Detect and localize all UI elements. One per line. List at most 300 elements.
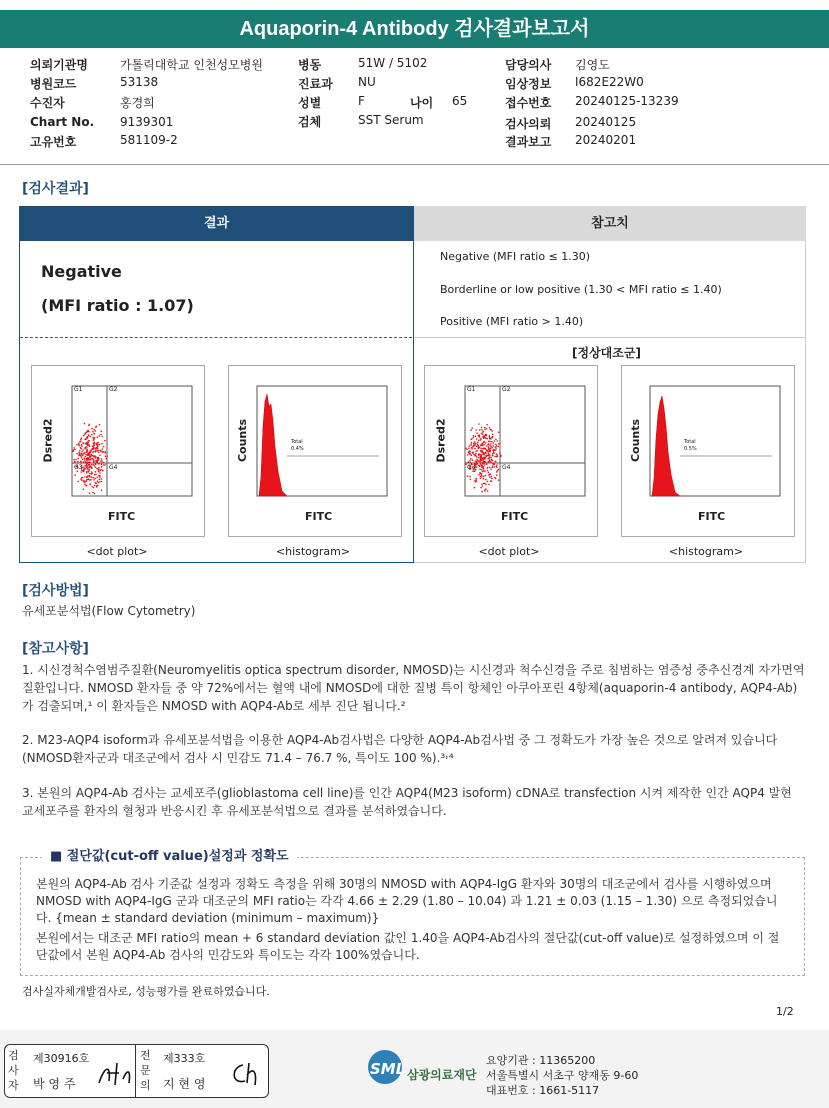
- control-dot-cloud: [465, 423, 502, 492]
- scatter-dot: [493, 452, 495, 454]
- scatter-dot: [492, 430, 494, 432]
- scatter-dot: [483, 468, 485, 470]
- scatter-dot: [494, 456, 496, 458]
- scatter-dot: [76, 453, 78, 455]
- clinical-label: 임상정보: [505, 77, 552, 91]
- scatter-dot: [101, 458, 103, 460]
- scatter-dot: [84, 423, 86, 425]
- scatter-dot: [83, 466, 85, 468]
- scatter-dot: [99, 472, 101, 474]
- scatter-dot: [93, 442, 95, 444]
- uid-label: 고유번호: [30, 135, 77, 149]
- result-divider: [20, 337, 412, 338]
- patient-value: 홍경희: [120, 96, 155, 110]
- phone-line: 대표번호 : 1661-5117: [486, 1084, 600, 1097]
- scatter-dot: [486, 464, 488, 466]
- scatter-dot: [486, 424, 488, 426]
- scatter-dot: [92, 445, 94, 447]
- scatter-dot: [93, 487, 95, 489]
- dept-label: 진료과: [298, 77, 333, 91]
- scatter-dot: [84, 433, 86, 435]
- scatter-dot: [81, 446, 83, 448]
- control-histogram-xlabel: FITC: [698, 510, 726, 523]
- scatter-dot: [490, 461, 492, 463]
- scatter-dot: [92, 492, 94, 494]
- scatter-dot: [466, 449, 468, 451]
- scatter-dot: [492, 455, 494, 457]
- scatter-dot: [87, 476, 89, 478]
- scatter-dot: [467, 462, 469, 464]
- scatter-dot: [495, 461, 497, 463]
- scatter-dot: [476, 463, 478, 465]
- scatter-dot: [84, 476, 86, 478]
- scatter-dot: [488, 462, 490, 464]
- scatter-dot: [90, 450, 92, 452]
- specialist-number: 제333호: [163, 1052, 206, 1065]
- scatter-dot: [85, 456, 87, 458]
- scatter-dot: [469, 476, 471, 478]
- dot-plot-xlabel: FITC: [108, 510, 136, 523]
- scatter-dot: [473, 445, 475, 447]
- scatter-dot: [486, 428, 488, 430]
- scatter-dot: [496, 471, 498, 473]
- control-dot-plot-xlabel: FITC: [501, 510, 529, 523]
- control-dot-plot-axes: [465, 386, 585, 496]
- scatter-dot: [489, 460, 491, 462]
- scatter-dot: [85, 452, 87, 454]
- scatter-dot: [96, 426, 98, 428]
- scatter-dot: [483, 478, 485, 480]
- scatter-dot: [485, 475, 487, 477]
- scatter-dot: [485, 442, 487, 444]
- scatter-dot: [478, 457, 480, 459]
- scatter-dot: [475, 453, 477, 455]
- scatter-dot: [474, 487, 476, 489]
- scatter-dot: [478, 435, 480, 437]
- scatter-dot: [467, 475, 469, 477]
- footer: [0, 1030, 829, 1108]
- scatter-dot: [103, 462, 105, 464]
- scatter-dot: [86, 436, 88, 438]
- scatter-dot: [484, 457, 486, 459]
- scatter-dot: [498, 479, 500, 481]
- scatter-dot: [490, 473, 492, 475]
- scatter-dot: [94, 485, 96, 487]
- scatter-dot: [481, 475, 483, 477]
- hospcode-label: 병원코드: [30, 77, 77, 91]
- clinical-value: I682E22W0: [575, 75, 644, 89]
- scatter-dot: [81, 444, 83, 446]
- scatter-dot: [84, 458, 86, 460]
- scatter-dot: [472, 437, 474, 439]
- scatter-dot: [483, 462, 485, 464]
- scatter-dot: [488, 446, 490, 448]
- scatter-dot: [99, 478, 101, 480]
- scatter-dot: [498, 443, 500, 445]
- scatter-dot: [471, 447, 473, 449]
- dot-plot-g4: G4: [109, 464, 118, 471]
- tester-label: 검사자: [8, 1049, 19, 1092]
- scatter-dot: [492, 466, 494, 468]
- scatter-dot: [491, 476, 493, 478]
- scatter-dot: [105, 452, 107, 454]
- scatter-dot: [93, 479, 95, 481]
- scatter-dot: [106, 455, 108, 457]
- scatter-dot: [100, 469, 102, 471]
- scatter-dot: [473, 443, 475, 445]
- scatter-dot: [86, 446, 88, 448]
- sex-label: 성별: [298, 96, 322, 110]
- scatter-dot: [106, 458, 108, 460]
- scatter-dot: [86, 459, 88, 461]
- scatter-dot: [480, 464, 482, 466]
- scatter-dot: [93, 433, 95, 435]
- scatter-dot: [89, 424, 91, 426]
- receipt-value: 20240125-13239: [575, 94, 679, 108]
- scatter-dot: [490, 429, 492, 431]
- scatter-dot: [465, 447, 467, 449]
- scatter-dot: [498, 446, 500, 448]
- scatter-dot: [488, 484, 490, 486]
- scatter-dot: [489, 448, 491, 450]
- histogram-caption: <histogram>: [275, 545, 351, 558]
- scatter-dot: [484, 471, 486, 473]
- validation-note: 검사실자체개발검사로, 성능평가를 완료하였습니다.: [22, 985, 270, 998]
- scatter-dot: [470, 458, 472, 460]
- scatter-dot: [91, 434, 93, 436]
- scatter-dot: [91, 486, 93, 488]
- scatter-dot: [73, 459, 75, 461]
- patient-label: 수진자: [30, 96, 65, 110]
- scatter-dot: [101, 463, 103, 465]
- chart-value: 9139301: [120, 115, 174, 129]
- scatter-dot: [89, 475, 91, 477]
- histogram-total-pct: 0.4%: [291, 446, 304, 452]
- result-header: [19, 206, 414, 241]
- scatter-dot: [485, 484, 487, 486]
- scatter-dot: [471, 442, 473, 444]
- scatter-dot: [497, 455, 499, 457]
- scatter-dot: [489, 445, 491, 447]
- scatter-dot: [482, 445, 484, 447]
- scatter-dot: [491, 478, 493, 480]
- scatter-dot: [480, 448, 482, 450]
- reference-negative: Negative (MFI ratio ≤ 1.30): [440, 250, 591, 263]
- scatter-dot: [475, 443, 477, 445]
- scatter-dot: [77, 481, 79, 483]
- scatter-dot: [85, 485, 87, 487]
- scatter-dot: [476, 459, 478, 461]
- scatter-dot: [490, 457, 492, 459]
- scatter-dot: [87, 451, 89, 453]
- scatter-dot: [495, 449, 497, 451]
- scatter-dot: [478, 455, 480, 457]
- scatter-dot: [488, 455, 490, 457]
- scatter-dot: [489, 427, 491, 429]
- scatter-dot: [74, 474, 76, 476]
- scatter-dot: [479, 429, 481, 431]
- scatter-dot: [89, 492, 91, 494]
- scatter-dot: [496, 474, 498, 476]
- scatter-dot: [484, 427, 486, 429]
- scatter-dot: [496, 445, 498, 447]
- scatter-dot: [79, 445, 81, 447]
- scatter-dot: [480, 454, 482, 456]
- scatter-dot: [474, 441, 476, 443]
- scatter-dot: [471, 454, 473, 456]
- scatter-dot: [483, 442, 485, 444]
- scatter-dot: [79, 450, 81, 452]
- control-dot-plot-g1: G1: [467, 386, 476, 393]
- dept-value: NU: [358, 75, 376, 89]
- scatter-dot: [492, 453, 494, 455]
- scatter-dot: [98, 459, 100, 461]
- scatter-dot: [492, 442, 494, 444]
- control-dot-plot-ylabel: Dsred2: [434, 418, 448, 463]
- scatter-dot: [487, 450, 489, 452]
- scatter-dot: [103, 451, 105, 453]
- scatter-dot: [102, 470, 104, 472]
- scatter-dot: [481, 465, 483, 467]
- scatter-dot: [482, 485, 484, 487]
- receipt-label: 접수번호: [505, 96, 552, 110]
- scatter-dot: [78, 442, 80, 444]
- scatter-dot: [94, 474, 96, 476]
- patient-histogram: [228, 365, 402, 537]
- scatter-dot: [86, 448, 88, 450]
- scatter-dot: [89, 464, 91, 466]
- note-2: 2. M23-AQP4 isoform과 유세포분석법을 이용한 AQP4-Ab검사법은 다양한 AQP4-Ab검사법 중 그 정확도가 가장 높은 것으로 알려져 있습니다(NMOSD환자군과 대조군에서 검사 시 민감도 71.4 – 76.7 %, 특이도 100 %).³˒⁴: [22, 733, 778, 765]
- scatter-dot: [96, 477, 98, 479]
- scatter-dot: [84, 484, 86, 486]
- scatter-dot: [91, 428, 93, 430]
- scatter-dot: [92, 431, 94, 433]
- scatter-dot: [481, 469, 483, 471]
- scatter-dot: [478, 474, 480, 476]
- scatter-dot: [494, 440, 496, 442]
- chart-label: Chart No.: [30, 115, 95, 129]
- results-heading: [검사결과]: [22, 181, 89, 197]
- control-dot-plot: [424, 365, 598, 537]
- scatter-dot: [483, 435, 485, 437]
- scatter-dot: [104, 464, 106, 466]
- header-info: [0, 56, 829, 156]
- scatter-dot: [74, 461, 76, 463]
- scatter-dot: [86, 458, 88, 460]
- scatter-dot: [488, 474, 490, 476]
- control-dot-plot-g4: G4: [502, 464, 511, 471]
- scatter-dot: [492, 434, 494, 436]
- scatter-dot: [98, 470, 100, 472]
- scatter-dot: [469, 451, 471, 453]
- scatter-dot: [492, 449, 494, 451]
- scatter-dot: [81, 438, 83, 440]
- scatter-dot: [96, 444, 98, 446]
- scatter-dot: [474, 448, 476, 450]
- scatter-dot: [89, 483, 91, 485]
- scatter-dot: [83, 461, 85, 463]
- scatter-dot: [95, 430, 97, 432]
- scatter-dot: [488, 441, 490, 443]
- scatter-dot: [480, 438, 482, 440]
- cutoff-title: ■ 절단값(cut-off value)설정과 정확도: [42, 845, 297, 864]
- scatter-dot: [467, 454, 469, 456]
- scatter-dot: [470, 429, 472, 431]
- doctor-value: 김영도: [575, 58, 610, 72]
- header-divider: [0, 164, 829, 165]
- scatter-dot: [471, 427, 473, 429]
- scatter-dot: [101, 478, 103, 480]
- scatter-dot: [500, 455, 502, 457]
- org-value: 가톨릭대학교 인천성모병원: [120, 58, 263, 72]
- scatter-dot: [80, 448, 82, 450]
- scatter-dot: [468, 452, 470, 454]
- scatter-dot: [92, 477, 94, 479]
- scatter-dot: [475, 429, 477, 431]
- address-line: 서울특별시 서초구 양재동 9-60: [486, 1069, 639, 1082]
- scatter-dot: [485, 479, 487, 481]
- scatter-dot: [87, 445, 89, 447]
- histogram-total-label: Total: [291, 439, 303, 445]
- scatter-dot: [101, 466, 103, 468]
- result-value-line1: Negative: [41, 262, 122, 281]
- scatter-dot: [475, 435, 477, 437]
- scatter-dot: [485, 451, 487, 453]
- scatter-dot: [77, 458, 79, 460]
- notes-heading: [참고사항]: [22, 641, 89, 657]
- scatter-dot: [478, 448, 480, 450]
- scatter-dot: [87, 454, 89, 456]
- control-label: [정상대조군]: [572, 346, 641, 360]
- method-heading: [검사방법]: [22, 583, 89, 599]
- scatter-dot: [484, 464, 486, 466]
- scatter-dot: [95, 457, 97, 459]
- scatter-dot: [480, 478, 482, 480]
- reference-positive: Positive (MFI ratio > 1.40): [440, 315, 584, 328]
- control-histogram-total-label: Total: [684, 439, 696, 445]
- scatter-dot: [481, 429, 483, 431]
- scatter-dot: [80, 461, 82, 463]
- scatter-dot: [77, 461, 79, 463]
- scatter-dot: [84, 468, 86, 470]
- scatter-dot: [82, 459, 84, 461]
- scatter-dot: [83, 435, 85, 437]
- scatter-dot: [475, 478, 477, 480]
- control-dot-plot-g2: G2: [502, 386, 511, 393]
- scatter-dot: [488, 451, 490, 453]
- scatter-dot: [88, 478, 90, 480]
- ward-label: 병동: [298, 58, 322, 72]
- dot-plot-g2: G2: [109, 386, 118, 393]
- scatter-dot: [485, 437, 487, 439]
- histogram-xlabel: FITC: [305, 510, 333, 523]
- cutoff-text-2: 본원에서는 대조군 MFI ratio의 mean + 6 standard deviation 값인 1.40을 AQP4-Ab검사의 절단값(cut-off value)로 설정하였으며 이 절단값에서 본원 AQP4-Ab 검사의 민감도와 특이도는 각각 100%였습니다.: [36, 931, 780, 962]
- scatter-dot: [83, 443, 85, 445]
- scatter-dot: [105, 455, 107, 457]
- scatter-dot: [99, 424, 101, 426]
- control-histogram-total-pct: 0.5%: [684, 446, 697, 452]
- scatter-dot: [96, 486, 98, 488]
- scatter-dot: [89, 456, 91, 458]
- scatter-dot: [86, 432, 88, 434]
- scatter-dot: [474, 455, 476, 457]
- scatter-dot: [95, 471, 97, 473]
- scatter-dot: [81, 451, 83, 453]
- scatter-dot: [81, 471, 83, 473]
- scatter-dot: [80, 455, 82, 457]
- scatter-dot: [99, 435, 101, 437]
- logo-text: SML: [370, 1060, 406, 1078]
- scatter-dot: [95, 450, 97, 452]
- tester-name: 박 영 주: [33, 1077, 76, 1091]
- cutoff-text-1: 본원의 AQP4-Ab 검사 기준값 설정과 정확도 측정을 위해 30명의 NMOSD with AQP4-IgG 환자와 30명의 대조군에서 검사를 시행하였으며 NMOSD with AQP4-IgG 군과 대조군의 MFI ratio는 각각 4.66 ± 2.29 (1.80 – 10.04) 과 1.21 ± 0.03 (1.15 – 1.30) 으로 측정되었습니다. {mean ± standard deviation (minimum – maximum)}: [36, 877, 778, 925]
- scatter-dot: [469, 445, 471, 447]
- scatter-dot: [85, 465, 87, 467]
- scatter-dot: [98, 450, 100, 452]
- scatter-dot: [499, 452, 501, 454]
- scatter-dot: [470, 444, 472, 446]
- scatter-dot: [97, 436, 99, 438]
- reference-header-label: 참고치: [591, 216, 629, 231]
- scatter-dot: [83, 471, 85, 473]
- note-3: 3. 본원의 AQP4-Ab 검사는 교세포주(glioblastoma cell line)를 인간 AQP4(M23 isoform) cDNA로 transfection 시켜 제작한 인간 AQP4 발현 교세포주를 환자의 혈청과 반응시킨 후 유세포분석법으로 결과를 분석하였습니다.: [22, 786, 792, 818]
- scatter-dot: [74, 449, 76, 451]
- req-value: 20240125: [575, 115, 637, 129]
- scatter-dot: [75, 459, 77, 461]
- scatter-dot: [93, 461, 95, 463]
- scatter-dot: [95, 483, 97, 485]
- result-header-label: 결과: [203, 216, 230, 231]
- scatter-dot: [498, 431, 500, 433]
- scatter-dot: [490, 438, 492, 440]
- scatter-dot: [483, 444, 485, 446]
- scatter-dot: [479, 436, 481, 438]
- scatter-dot: [101, 431, 103, 433]
- scatter-dot: [87, 468, 89, 470]
- page-number: 1/2: [776, 1005, 794, 1018]
- scatter-dot: [483, 476, 485, 478]
- dot-plot-g3: G3: [74, 464, 83, 471]
- scatter-dot: [481, 457, 483, 459]
- scatter-dot: [98, 475, 100, 477]
- scatter-dot: [487, 458, 489, 460]
- scatter-dot: [487, 467, 489, 469]
- req-label: 검사의뢰: [505, 117, 552, 131]
- scatter-dot: [490, 443, 492, 445]
- uid-value: 581109-2: [120, 133, 178, 147]
- method-text: 유세포분석법(Flow Cytometry): [22, 604, 196, 618]
- scatter-dot: [85, 443, 87, 445]
- org-label: 의뢰기관명: [30, 58, 88, 72]
- scatter-dot: [100, 434, 102, 436]
- control-histogram-caption: <histogram>: [668, 545, 744, 558]
- scatter-dot: [483, 483, 485, 485]
- specialist-signature-icon: [227, 1059, 267, 1089]
- scatter-dot: [491, 459, 493, 461]
- scatter-dot: [492, 464, 494, 466]
- control-dot-plot-caption: <dot plot>: [478, 545, 540, 558]
- scatter-dot: [91, 473, 93, 475]
- code-line: 요양기관 : 11365200: [486, 1054, 596, 1067]
- scatter-dot: [89, 473, 91, 475]
- scatter-dot: [476, 466, 478, 468]
- specimen-value: SST Serum: [358, 113, 424, 127]
- scatter-dot: [489, 436, 491, 438]
- scatter-dot: [485, 488, 487, 490]
- control-histogram: [621, 365, 795, 537]
- scatter-dot: [484, 448, 486, 450]
- scatter-dot: [483, 438, 485, 440]
